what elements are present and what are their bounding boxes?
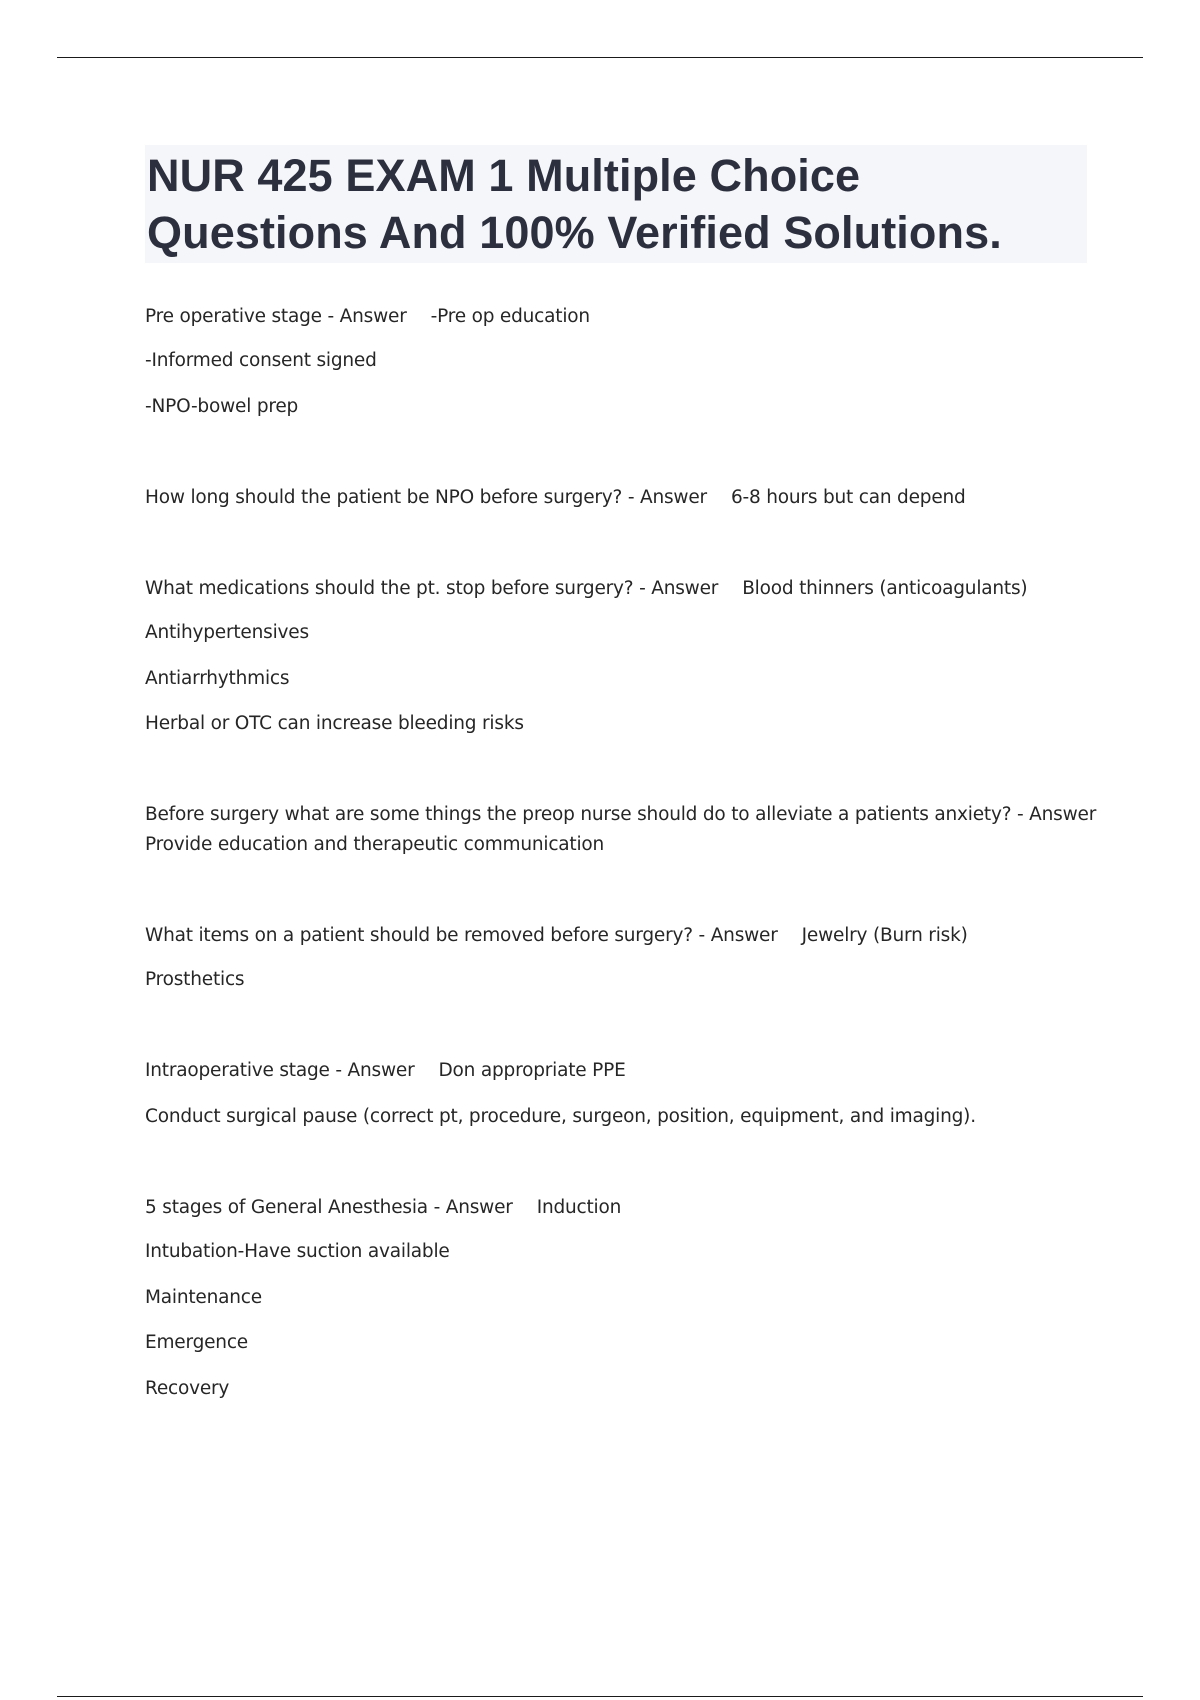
answer-text: Blood thinners (anticoagulants) [742, 578, 1028, 599]
answer-line: Herbal or OTC can increase bleeding risks [145, 713, 524, 734]
qa-item-4-line-1 [145, 800, 1096, 830]
question-text: Pre operative stage - Answer [145, 306, 407, 327]
answer-line: Emergence [145, 1332, 248, 1353]
qa-item-7-line-1 [145, 1193, 621, 1223]
answer-text: Don appropriate PPE [438, 1060, 626, 1081]
qa-item-3-line-1 [145, 574, 1027, 604]
answer-line: Antihypertensives [145, 622, 309, 643]
answer-line: Recovery [145, 1378, 230, 1399]
document-title: NUR 425 EXAM 1 Multiple Choice Questions And 100% Verified Solutions. [147, 150, 1002, 258]
bottom-rule [57, 1696, 1143, 1697]
question-text: 5 stages of General Anesthesia - Answer [145, 1197, 513, 1218]
answer-line: Provide education and therapeutic communication [145, 834, 605, 855]
qa-item-6-line-1 [145, 1056, 626, 1086]
answer-line: Prosthetics [145, 969, 245, 990]
answer-line: Maintenance [145, 1287, 262, 1308]
question-text: Intraoperative stage - Answer [145, 1060, 415, 1081]
question-text: What items on a patient should be removed before surgery? - Answer [145, 925, 778, 946]
answer-line: -Informed consent signed [145, 350, 377, 371]
top-rule [57, 57, 1143, 58]
answer-text: -Pre op education [430, 306, 590, 327]
answer-line: Antiarrhythmics [145, 668, 290, 689]
answer-line: Intubation-Have suction available [145, 1241, 450, 1262]
title-block [145, 145, 1087, 263]
answer-text: Induction [536, 1197, 622, 1218]
answer-line: Conduct surgical pause (correct pt, procedure, surgeon, position, equipment, and imaging). [145, 1106, 976, 1127]
qa-item-2-line-1 [145, 483, 966, 513]
answer-line: -NPO-bowel prep [145, 396, 299, 417]
qa-item-5-line-1 [145, 921, 968, 951]
answer-text: 6-8 hours but can depend [730, 487, 966, 508]
question-text: How long should the patient be NPO before surgery? - Answer [145, 487, 707, 508]
qa-item-1-line-1 [145, 302, 590, 332]
question-text: What medications should the pt. stop before surgery? - Answer [145, 578, 719, 599]
question-text: Before surgery what are some things the preop nurse should do to alleviate a patients anxiety? - Answer [145, 804, 1097, 825]
answer-text: Jewelry (Burn risk) [801, 925, 968, 946]
